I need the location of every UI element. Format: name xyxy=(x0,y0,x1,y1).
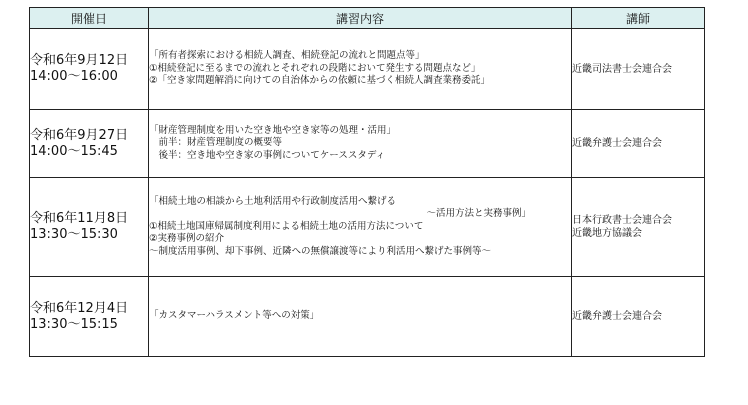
content-line: ～活用方法と実務事例」 xyxy=(426,208,531,220)
content-cell xyxy=(149,277,572,357)
lecturer-name: 日本行政書士会連合会 xyxy=(572,215,672,226)
event-date: 令和6年9月27日 xyxy=(30,127,129,143)
content-line: 「財産管理制度を用いた空き地や空き家等の処理・活用」 xyxy=(149,124,397,136)
content-cell xyxy=(149,110,572,178)
header-row xyxy=(30,8,705,29)
date-cell xyxy=(30,29,149,110)
table-row xyxy=(30,277,705,357)
content-line: ①相続土地国庫帰属制度利用による相続土地の活用方法について xyxy=(149,220,424,232)
lecturer-name: 近畿弁護士会連合会 xyxy=(572,138,662,149)
date-cell xyxy=(30,110,149,178)
event-date: 令和6年12月4日 xyxy=(30,300,129,316)
content-line: 「相続土地の相談から土地利活用や行政制度活用へ繋げる xyxy=(149,195,397,207)
header-lecturer: 講師 xyxy=(572,8,705,29)
date-cell xyxy=(30,277,149,357)
header-date: 開催日 xyxy=(30,8,149,29)
lecturer-name: 近畿弁護士会連合会 xyxy=(572,311,662,322)
content-line: 「カスタマーハラスメント等への対策」 xyxy=(149,310,320,322)
lecturer-cell xyxy=(572,178,705,277)
content-line: 前半：財産管理制度の概要等 xyxy=(149,137,283,149)
seminar-schedule-table xyxy=(29,7,705,357)
date-cell xyxy=(30,178,149,277)
event-time: 13:30～15:15 xyxy=(30,316,118,332)
content-line: ①相続登記に至るまでの流れとそれぞれの段階において発生する問題点など」 xyxy=(149,62,481,74)
lecturer-name: 近畿地方協議会 xyxy=(572,228,642,239)
table-row xyxy=(30,178,705,277)
event-time: 14:00～15:45 xyxy=(30,143,118,159)
event-date: 令和6年11月8日 xyxy=(30,211,129,226)
header-content: 講習内容 xyxy=(149,8,572,29)
content-line: 「所有者探索における相続人調査、相続登記の流れと問題点等」 xyxy=(149,50,425,62)
content-line: ～制度活用事例、却下事例、近隣への無償譲渡等により利活用へ繋げた事例等～ xyxy=(149,245,492,257)
content-cell xyxy=(149,178,572,277)
event-time: 14:00～16:00 xyxy=(30,69,118,84)
lecturer-name: 近畿司法書士会連合会 xyxy=(572,63,672,75)
content-line: 後半：空き地や空き家の事例についてケーススタディ xyxy=(149,149,386,161)
table-row xyxy=(30,29,705,110)
lecturer-cell xyxy=(572,110,705,178)
event-time: 13:30～15:30 xyxy=(30,227,118,242)
content-cell xyxy=(149,29,572,110)
table-row xyxy=(30,110,705,178)
content-line: ②実務事例の紹介 xyxy=(149,233,225,245)
lecturer-cell xyxy=(572,29,705,110)
content-line: ②「空き家問題解消に向けての自治体からの依頼に基づく相続人調査業務委託」 xyxy=(149,75,491,87)
event-date: 令和6年9月12日 xyxy=(30,53,129,68)
lecturer-cell xyxy=(572,277,705,357)
